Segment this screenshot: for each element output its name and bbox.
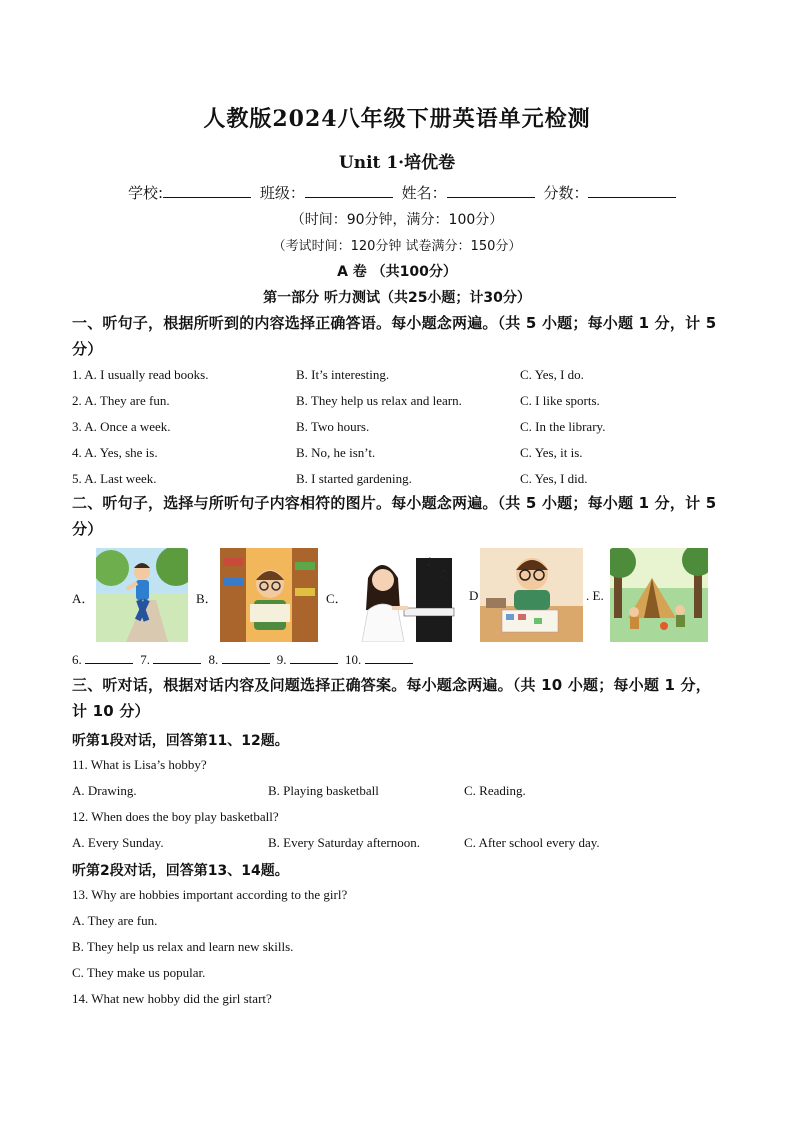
answer-label-8: 8. <box>208 652 219 667</box>
answer-blank-7[interactable] <box>153 652 201 664</box>
q11-question: 11. What is Lisa’s hobby? <box>72 757 207 772</box>
dialog2-heading: 听第2段对话，回答第13、14题。 <box>72 863 289 879</box>
q1-option-c: C. Yes, I do. <box>520 367 584 382</box>
q2-option-b: B. They help us relax and learn. <box>296 393 462 408</box>
time-line: （时间：90分钟，满分：100分） <box>290 212 504 228</box>
q13-option-c: C. They make us popular. <box>72 965 206 980</box>
q5-option-b: B. I started gardening. <box>296 471 412 486</box>
school-blank[interactable] <box>163 183 251 198</box>
q13-question: 13. Why are hobbies important according to the girl? <box>72 887 348 902</box>
answer-label-9: 9. <box>276 652 287 667</box>
camping-kids-picture <box>610 548 708 642</box>
part1-heading: 第一部分 听力测试（共25小题；计30分） <box>263 290 531 306</box>
q5-option-c: C. Yes, I did. <box>520 471 588 486</box>
q1-option-b: B. It’s interesting. <box>296 367 390 382</box>
answer-label-10: 10. <box>345 652 362 667</box>
section1-heading: 一、听句子，根据所听到的内容选择正确答语。每小题念两遍。（共 5 小题；每小题 1 分，计 5 分） <box>72 314 717 358</box>
q11-option-c: C. Reading. <box>464 783 526 798</box>
q2-option-c: C. I like sports. <box>520 393 600 408</box>
name-label: 姓名： <box>401 184 447 202</box>
picture-label-e: . E. <box>586 588 604 603</box>
page-title: 人教版2024八年级下册英语单元检测 <box>203 106 591 132</box>
q3-option-c: C. In the library. <box>520 419 606 434</box>
answer-blank-8[interactable] <box>222 652 270 664</box>
svg-text:♪: ♪ <box>426 555 434 569</box>
class-blank[interactable] <box>305 183 393 198</box>
q12-option-b: B. Every Saturday afternoon. <box>268 835 420 850</box>
q3-option-a: 3. A. Once a week. <box>72 419 171 434</box>
running-boy-picture <box>96 548 188 642</box>
answer-blank-9[interactable] <box>290 652 338 664</box>
student-info-line <box>128 182 680 203</box>
svg-text:♫: ♫ <box>438 567 449 581</box>
q3-option-b: B. Two hours. <box>296 419 370 434</box>
q12-option-a: A. Every Sunday. <box>72 835 164 850</box>
q12-option-c: C. After school every day. <box>464 835 600 850</box>
paper-a-heading: A 卷 （共100分） <box>337 264 457 280</box>
q14-question: 14. What new hobby did the girl start? <box>72 991 272 1006</box>
q4-option-b: B. No, he isn’t. <box>296 445 376 460</box>
piano-girl-picture <box>352 548 455 642</box>
q12-question: 12. When does the boy play basketball? <box>72 809 279 824</box>
answer-label-6: 6. <box>72 652 82 667</box>
q2-option-a: 2. A. They are fun. <box>72 393 170 408</box>
section2-heading: 二、听句子，选择与所听句子内容相符的图片。每小题念两遍。（共 5 小题；每小题 1 分，计 5 分） <box>72 494 717 538</box>
q13-option-a: A. They are fun. <box>72 913 158 928</box>
q1-option-a: 1. A. I usually read books. <box>72 367 209 382</box>
score-blank[interactable] <box>588 183 676 198</box>
exam-time-line: （考试时间：120分钟 试卷满分：150分） <box>272 239 522 254</box>
picture-label-d: D <box>469 588 479 603</box>
q4-option-a: 4. A. Yes, she is. <box>72 445 158 460</box>
q11-option-b: B. Playing basketball <box>268 783 379 798</box>
score-label: 分数： <box>543 184 589 202</box>
q4-option-c: C. Yes, it is. <box>520 445 583 460</box>
picture-label-b: B． <box>196 591 218 606</box>
class-label: 班级： <box>259 184 305 202</box>
section3-heading: 三、听对话，根据对话内容及问题选择正确答案。每小题念两遍。（共 10 小题；每小题 1 分，计 10 分） <box>72 676 711 720</box>
puzzle-boy-picture <box>480 548 583 642</box>
dialog1-heading: 听第1段对话，回答第11、12题。 <box>72 733 289 749</box>
reading-boy-picture <box>220 548 318 642</box>
page-subtitle: Unit 1·培优卷 <box>338 153 456 173</box>
picture-label-c: C． <box>326 591 348 606</box>
answer-blank-6[interactable] <box>85 652 133 664</box>
answer-blank-10[interactable] <box>365 652 413 664</box>
name-blank[interactable] <box>447 183 535 198</box>
answer-label-7: 7. <box>140 652 150 667</box>
q13-option-b: B. They help us relax and learn new skills. <box>72 939 294 954</box>
q5-option-a: 5. A. Last week. <box>72 471 157 486</box>
q11-option-a: A. Drawing. <box>72 783 137 798</box>
picture-label-a: A． <box>72 591 95 606</box>
section2-answer-line <box>72 652 417 668</box>
school-label: 学校: <box>128 184 164 202</box>
